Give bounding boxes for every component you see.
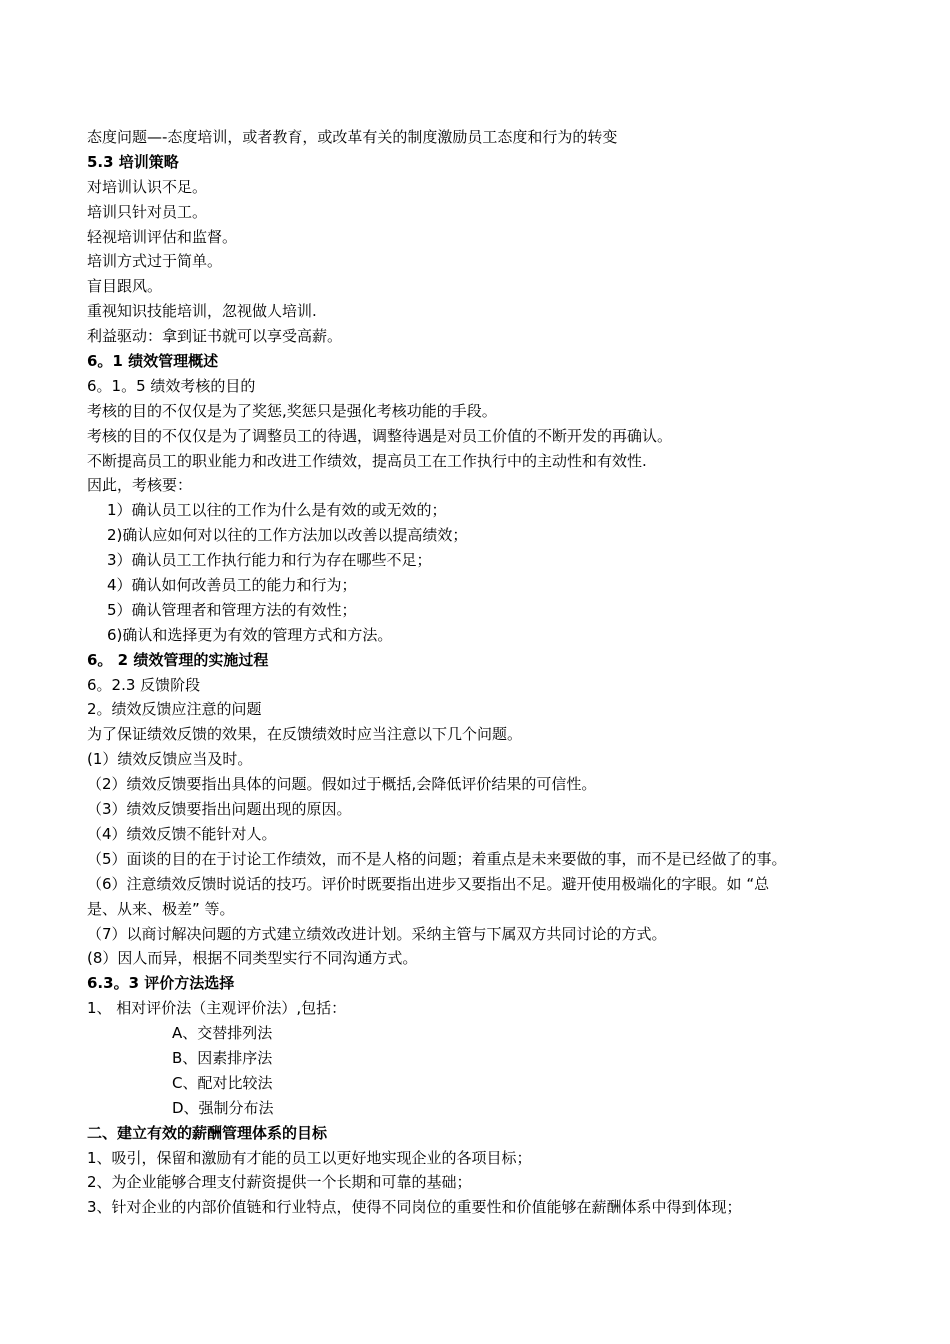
text-line: （5）面谈的目的在于讨论工作绩效，而不是人格的问题；着重点是未来要做的事，而不是已经做了的事。 — [87, 849, 787, 868]
section-heading: 二、建立有效的薪酬管理体系的目标 — [87, 1123, 328, 1142]
text-line: A、交替排列法 — [172, 1024, 273, 1043]
text-line: B、因素排序法 — [172, 1048, 273, 1067]
text-line: 培训只针对员工。 — [87, 202, 208, 221]
text-line: 重视知识技能培训，忽视做人培训. — [87, 302, 317, 321]
section-heading: 6.3。3 评价方法选择 — [87, 974, 235, 993]
text-line: 3、针对企业的内部价值链和行业特点，使得不同岗位的重要性和价值能够在薪酬体系中得到体现； — [87, 1198, 742, 1217]
text-line: 为了保证绩效反馈的效果，在反馈绩效时应当注意以下几个问题。 — [87, 725, 523, 744]
text-line: (8）因人而异，根据不同类型实行不同沟通方式。 — [87, 949, 418, 968]
text-line: 培训方式过于简单。 — [87, 252, 223, 271]
text-line: (1）绩效反馈应当及时。 — [87, 750, 253, 769]
text-line: 2。绩效反馈应注意的问题 — [87, 700, 262, 719]
text-line: 4）确认如何改善员工的能力和行为； — [107, 576, 357, 595]
text-line: 3）确认员工工作执行能力和行为存在哪些不足； — [107, 551, 432, 570]
text-line: （3）绩效反馈要指出问题出现的原因。 — [87, 800, 352, 819]
text-line: 对培训认识不足。 — [87, 177, 208, 196]
text-line: 6。1。5 绩效考核的目的 — [87, 376, 256, 395]
text-line: 不断提高员工的职业能力和改进工作绩效，提高员工在工作执行中的主动性和有效性. — [87, 451, 647, 470]
text-line: （7）以商讨解决问题的方式建立绩效改进计划。采纳主管与下属双方共同讨论的方式。 — [87, 924, 667, 943]
text-line: （4）绩效反馈不能针对人。 — [87, 824, 277, 843]
text-line: 1、吸引，保留和激励有才能的员工以更好地实现企业的各项目标； — [87, 1148, 532, 1167]
text-line: 5）确认管理者和管理方法的有效性； — [107, 600, 357, 619]
text-line: 2、为企业能够合理支付薪资提供一个长期和可靠的基础； — [87, 1173, 472, 1192]
text-line: 盲目跟风。 — [87, 277, 163, 296]
text-line: D、强制分布法 — [172, 1098, 274, 1117]
text-line: （2）绩效反馈要指出具体的问题。假如过于概括,会降低评价结果的可信性。 — [87, 775, 597, 794]
text-line: 轻视培训评估和监督。 — [87, 227, 238, 246]
text-line: 态度问题—-态度培训，或者教育，或改革有关的制度激励员工态度和行为的转变 — [87, 128, 618, 146]
text-line: 考核的目的不仅仅是为了调整员工的待遇，调整待遇是对员工价值的不断开发的再确认。 — [87, 426, 673, 445]
text-line: （6）注意绩效反馈时说话的技巧。评价时既要指出进步又要指出不足。避开使用极端化的字眼。如 “总 — [87, 874, 770, 893]
text-line: 因此，考核要： — [87, 476, 193, 495]
section-heading: 6。1 绩效管理概述 — [87, 352, 219, 371]
text-line: 2)确认应如何对以往的工作方法加以改善以提高绩效； — [107, 526, 468, 545]
text-line: 利益驱动：拿到证书就可以享受高薪。 — [87, 327, 343, 346]
text-line: 6)确认和选择更为有效的管理方式和方法。 — [107, 625, 393, 644]
section-heading: 5.3 培训策略 — [87, 152, 179, 171]
text-line: 1）确认员工以往的工作为什么是有效的或无效的； — [107, 501, 447, 520]
text-line: 是、从来、极差” 等。 — [87, 899, 235, 918]
text-line: 1、 相对评价法（主观评价法）,包括： — [87, 999, 347, 1018]
text-line: 考核的目的不仅仅是为了奖惩,奖惩只是强化考核功能的手段。 — [87, 401, 497, 420]
section-heading: 6。 2 绩效管理的实施过程 — [87, 650, 269, 669]
text-line: 6。2.3 反馈阶段 — [87, 675, 201, 694]
document-body — [87, 125, 877, 1220]
text-line: C、配对比较法 — [172, 1073, 273, 1092]
